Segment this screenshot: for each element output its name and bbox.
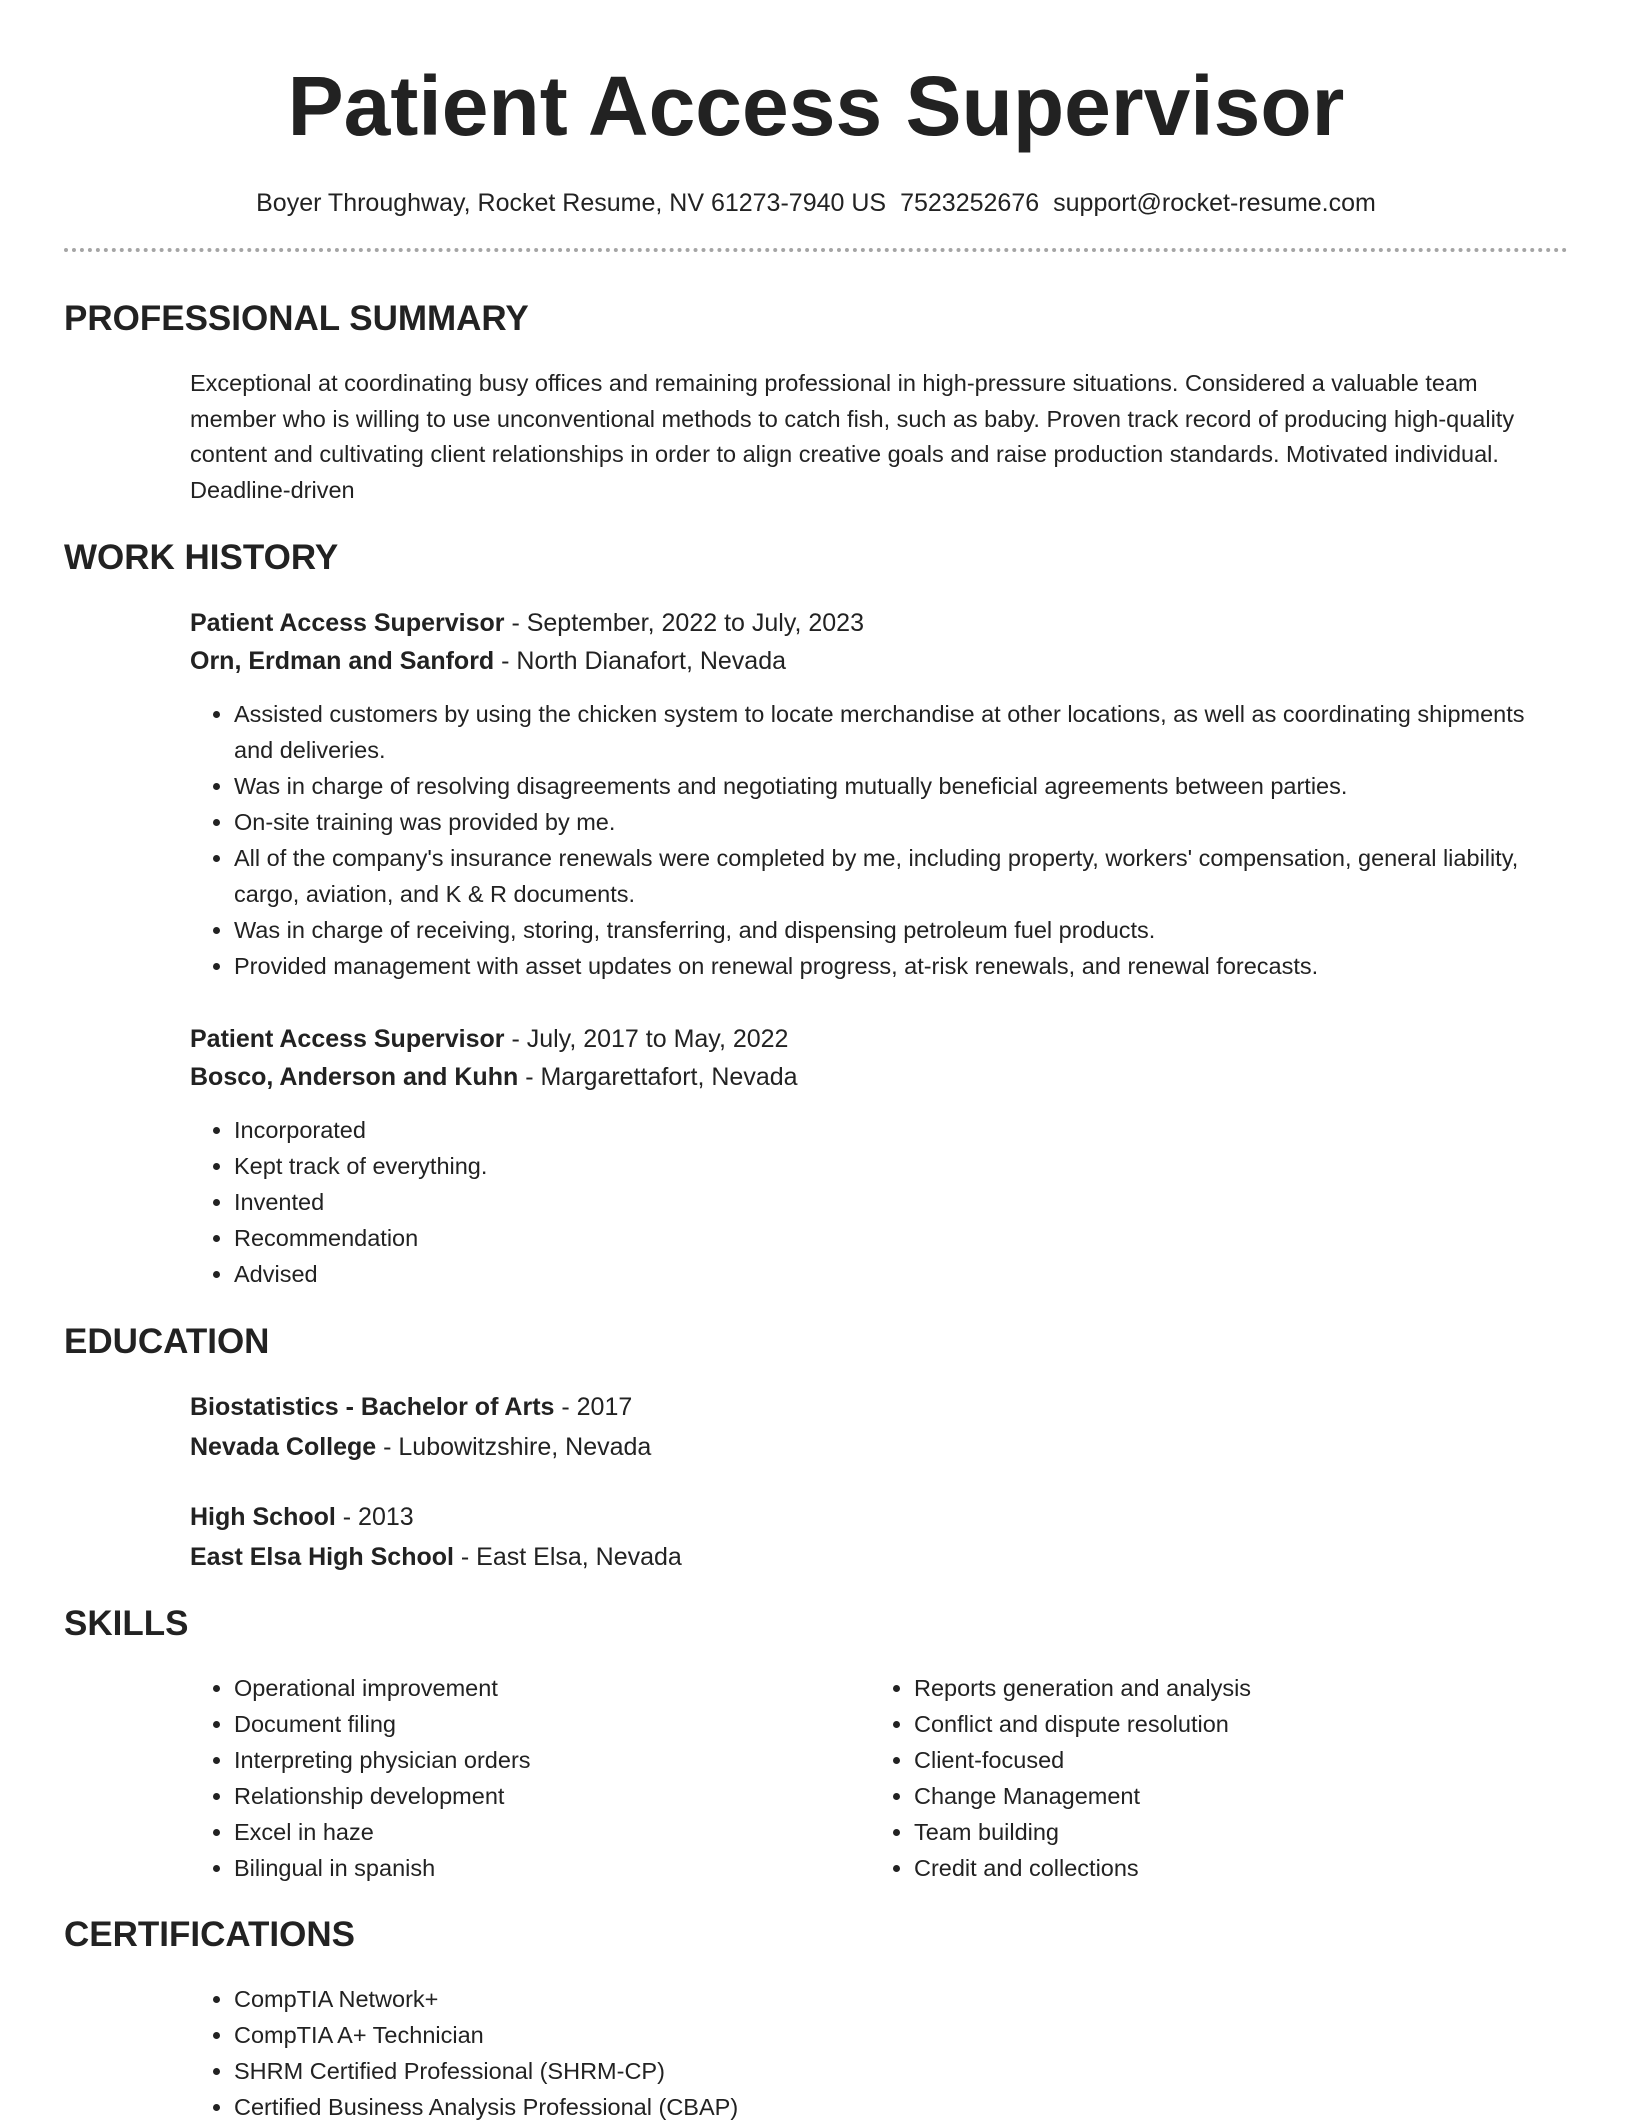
job-title-line bbox=[190, 604, 1568, 642]
job-bullet: • On-site training was provided by me. bbox=[234, 804, 1568, 840]
skill-item: • Team building bbox=[914, 1814, 1550, 1850]
skill-item: • Change Management bbox=[914, 1778, 1550, 1814]
education-degree: High School bbox=[190, 1503, 336, 1531]
job-title-line bbox=[190, 1020, 1568, 1058]
job-bullet: • Provided management with asset updates on renewal progress, at-risk renewals, and renewal forecasts. bbox=[234, 948, 1568, 984]
job-bullets bbox=[190, 696, 1568, 984]
education-entry bbox=[190, 1387, 1568, 1467]
education-degree-line bbox=[190, 1387, 1568, 1427]
resume-page bbox=[64, 0, 1568, 252]
skill-item: • Relationship development bbox=[234, 1778, 870, 1814]
job-bullet: • Incorporated bbox=[234, 1112, 1568, 1148]
skill-item: • Client-focused bbox=[914, 1742, 1550, 1778]
skill-item: • Excel in haze bbox=[234, 1814, 870, 1850]
job-company-line bbox=[190, 1058, 1568, 1096]
job-location: - North Dianafort, Nevada bbox=[494, 647, 786, 675]
skill-item: • Reports generation and analysis bbox=[914, 1670, 1550, 1706]
resume-name: Patient Access Supervisor bbox=[287, 59, 1345, 153]
job-location: - Margarettafort, Nevada bbox=[518, 1063, 798, 1091]
education-school-line bbox=[190, 1427, 1568, 1467]
job-bullet: • Assisted customers by using the chicken system to locate merchandise at other locations, as well as coordinating shipments and deliveries. bbox=[234, 696, 1568, 768]
certifications-list bbox=[190, 1981, 1568, 2125]
skill-item: • Document filing bbox=[234, 1706, 870, 1742]
summary-heading: PROFESSIONAL SUMMARY bbox=[64, 299, 529, 338]
education-heading: EDUCATION bbox=[64, 1322, 270, 1361]
summary-text: Exceptional at coordinating busy offices and remaining professional in high-pressure situations. Considered a valuable team member who is willing to use unconventional methods to catch fish, such as baby. Proven track record of producing high-quality content and cultivating client relationships in order to align creative goals and raise production standards. Motivated individual. Deadline-driven bbox=[190, 370, 1515, 503]
skill-item: • Interpreting physician orders bbox=[234, 1742, 870, 1778]
job-bullet: • Was in charge of receiving, storing, transferring, and dispensing petroleum fuel products. bbox=[234, 912, 1568, 948]
certifications-block bbox=[190, 1981, 1568, 2125]
job-company-line bbox=[190, 642, 1568, 680]
skill-item: • Operational improvement bbox=[234, 1670, 870, 1706]
contact-email: support@rocket-resume.com bbox=[1053, 189, 1376, 217]
education-year: - 2013 bbox=[335, 1503, 414, 1531]
skill-item: • Credit and collections bbox=[914, 1850, 1550, 1886]
skills-column-right bbox=[870, 1670, 1550, 1886]
certification-item: • SHRM Certified Professional (SHRM-CP) bbox=[234, 2053, 1568, 2089]
skill-item: • Bilingual in spanish bbox=[234, 1850, 870, 1886]
job-bullet: • Kept track of everything. bbox=[234, 1148, 1568, 1184]
job-entry bbox=[190, 604, 1568, 984]
skills-column-left bbox=[190, 1670, 870, 1886]
certification-item: • CompTIA A+ Technician bbox=[234, 2017, 1568, 2053]
job-bullet: • Advised bbox=[234, 1256, 1568, 1292]
job-bullet: • All of the company's insurance renewals were completed by me, including property, workers' compensation, general liability, cargo, aviation, and K & R documents. bbox=[234, 840, 1568, 912]
header-divider bbox=[64, 248, 1568, 252]
job-role: Patient Access Supervisor bbox=[190, 1025, 505, 1053]
education-entry bbox=[190, 1497, 1568, 1577]
skills-list bbox=[190, 1670, 870, 1886]
skill-item: • Conflict and dispute resolution bbox=[914, 1706, 1550, 1742]
certifications-heading: CERTIFICATIONS bbox=[64, 1915, 356, 1954]
skills-heading: SKILLS bbox=[64, 1604, 189, 1643]
job-company: Bosco, Anderson and Kuhn bbox=[190, 1063, 519, 1091]
education-school: East Elsa High School bbox=[190, 1543, 454, 1571]
job-bullet: • Invented bbox=[234, 1184, 1568, 1220]
education-location: - East Elsa, Nevada bbox=[453, 1543, 682, 1571]
job-dates: - September, 2022 to July, 2023 bbox=[504, 609, 864, 637]
education-year: - 2017 bbox=[554, 1393, 633, 1421]
education-school: Nevada College bbox=[190, 1433, 377, 1461]
skills-list bbox=[870, 1670, 1550, 1886]
job-bullet: • Was in charge of resolving disagreements and negotiating mutually beneficial agreements between parties. bbox=[234, 768, 1568, 804]
job-company: Orn, Erdman and Sanford bbox=[190, 647, 495, 675]
contact-address: Boyer Throughway, Rocket Resume, NV 61273-7940 US bbox=[256, 189, 887, 217]
job-dates: - July, 2017 to May, 2022 bbox=[504, 1025, 789, 1053]
certification-item: • Certified Business Analysis Professional (CBAP) bbox=[234, 2089, 1568, 2125]
skills-grid bbox=[190, 1670, 1568, 1886]
job-entry bbox=[190, 1020, 1568, 1292]
job-role: Patient Access Supervisor bbox=[190, 609, 505, 637]
work-history-heading: WORK HISTORY bbox=[64, 538, 339, 577]
contact-phone: 7523252676 bbox=[900, 189, 1040, 217]
certification-item: • CompTIA Network+ bbox=[234, 1981, 1568, 2017]
education-degree-line bbox=[190, 1497, 1568, 1537]
job-bullets bbox=[190, 1112, 1568, 1292]
education-school-line bbox=[190, 1537, 1568, 1577]
education-degree: Biostatistics - Bachelor of Arts bbox=[190, 1393, 555, 1421]
contact-line bbox=[64, 188, 1568, 218]
job-bullet: • Recommendation bbox=[234, 1220, 1568, 1256]
education-location: - Lubowitzshire, Nevada bbox=[376, 1433, 652, 1461]
